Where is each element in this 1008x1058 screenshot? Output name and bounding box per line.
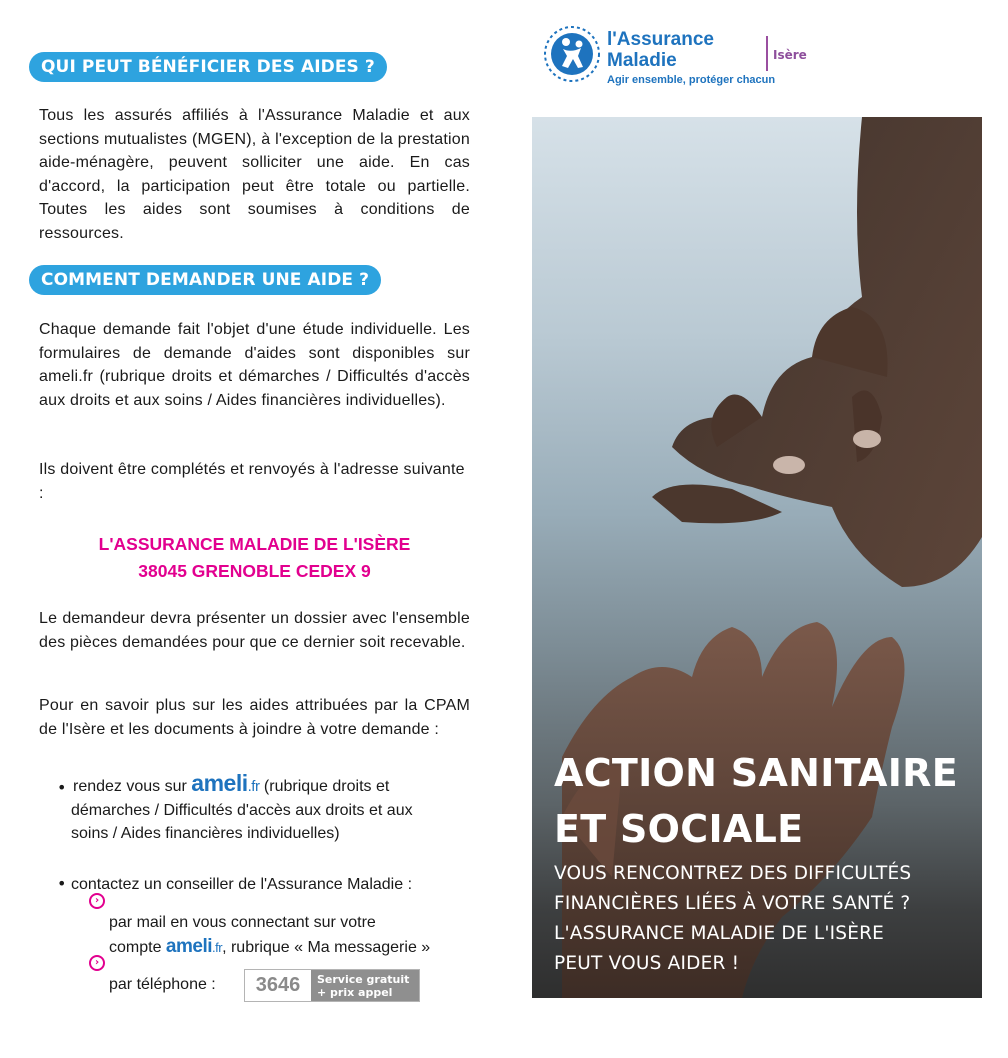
assurance-maladie-logo-icon	[541, 23, 603, 85]
cover-subtitle-line-2: FINANCIÈRES LIÉES À VOTRE SANTÉ ?	[554, 893, 911, 914]
dossier-paragraph: Le demandeur devra présenter un dossier avec l'ensemble des pièces demandées pour que ce dernier soit recevable.	[39, 610, 470, 651]
contact-mail-line1: par mail en vous connectant sur votre	[109, 914, 376, 931]
cover-title-line-1: ACTION SANITAIRE	[554, 751, 958, 795]
ameli-account-link[interactable]	[166, 936, 222, 957]
ameli-account-tld: .fr	[212, 939, 223, 955]
phone-number: 3646	[245, 970, 311, 1001]
arrow-right-circle-icon: ›	[89, 893, 105, 909]
section-title-beneficiaries: QUI PEUT BÉNÉFICIER DES AIDES ?	[29, 52, 387, 82]
logo-wordmark	[607, 29, 714, 71]
ameli-account-word: ameli	[165, 935, 213, 957]
more-info-paragraph: Pour en savoir plus sur les aides attribuées par la CPAM de l'Isère et les documents à joindre à votre demande :	[39, 697, 470, 738]
ameli-link[interactable]	[191, 770, 259, 796]
send-to-paragraph: Ils doivent être complétés et renvoyés à l'adresse suivante :	[39, 461, 465, 502]
phone-service-label	[311, 970, 419, 1001]
contact-phone-label: par téléphone :	[109, 976, 216, 993]
how-to-apply-paragraph: Chaque demande fait l'objet d'une étude individuelle. Les formulaires de demande d'aides sont disponibles sur ameli.fr (rubrique droits et démarches / Difficultés d'accès aux droits et aux soins / Aides financières individuelles).	[39, 321, 470, 409]
cover-title	[554, 745, 958, 857]
bullet-ameli-line3: soins / Aides financières individuelles)	[71, 825, 340, 842]
cover-subtitle-line-1: VOUS RENCONTREZ DES DIFFICULTÉS	[554, 863, 912, 884]
cover-subtitle-line-3: L'ASSURANCE MALADIE DE L'ISÈRE	[554, 923, 885, 944]
bullet-ameli-suffix: (rubrique droits et	[263, 778, 390, 795]
contact-mail	[109, 911, 430, 959]
phone-service-line1: Service gratuit	[317, 973, 410, 986]
bullet-contact: contactez un conseiller de l'Assurance Maladie :	[71, 876, 413, 893]
cover-photo-hands	[532, 117, 982, 998]
contact-mail-prefix: compte	[109, 938, 162, 956]
phone-service-line2: + prix appel	[317, 986, 393, 999]
cover-title-line-2: ET SOCIALE	[554, 807, 804, 851]
bullet-marker: •	[57, 874, 67, 893]
logo-region: Isère	[773, 48, 807, 62]
bullet-ameli-line2: démarches / Difficultés d'accès aux droits et aux	[71, 801, 413, 819]
contact-mail-suffix: , rubrique « Ma messagerie »	[222, 938, 431, 956]
cover-subtitle-line-4: PEUT VOUS AIDER !	[554, 953, 740, 974]
bullet-marker: •	[57, 778, 67, 797]
ameli-link-tld: .fr	[247, 778, 260, 795]
logo-tagline: Agir ensemble, protéger chacun	[607, 74, 776, 86]
arrow-right-circle-icon: ›	[89, 955, 105, 971]
address-line-2: 38045 GRENOBLE CEDEX 9	[138, 561, 371, 581]
logo-line-2: Maladie	[607, 50, 677, 71]
section-title-how-to-apply: COMMENT DEMANDER UNE AIDE ?	[29, 265, 381, 295]
beneficiaries-paragraph: Tous les assurés affiliés à l'Assurance Maladie et aux sections mutualistes (MGEN), à l'exception de la prestation aide-ménagère, peuvent solliciter une aide. En cas d'accord, la participation peut être totale ou partielle. Toutes les aides sont soumises à conditions de ressources.	[39, 107, 470, 242]
phone-number-badge[interactable]	[244, 969, 420, 1002]
postal-address	[39, 531, 470, 585]
logo-divider	[766, 36, 768, 71]
cover-subtitle	[554, 859, 974, 979]
ameli-link-word: ameli	[191, 770, 248, 796]
bullet-ameli	[73, 772, 473, 846]
logo-line-1: l'Assurance	[607, 29, 714, 50]
assurance-maladie-logo	[541, 23, 821, 93]
bullet-ameli-prefix: rendez vous sur	[73, 778, 187, 795]
address-line-1: L'ASSURANCE MALADIE DE L'ISÈRE	[98, 534, 411, 554]
